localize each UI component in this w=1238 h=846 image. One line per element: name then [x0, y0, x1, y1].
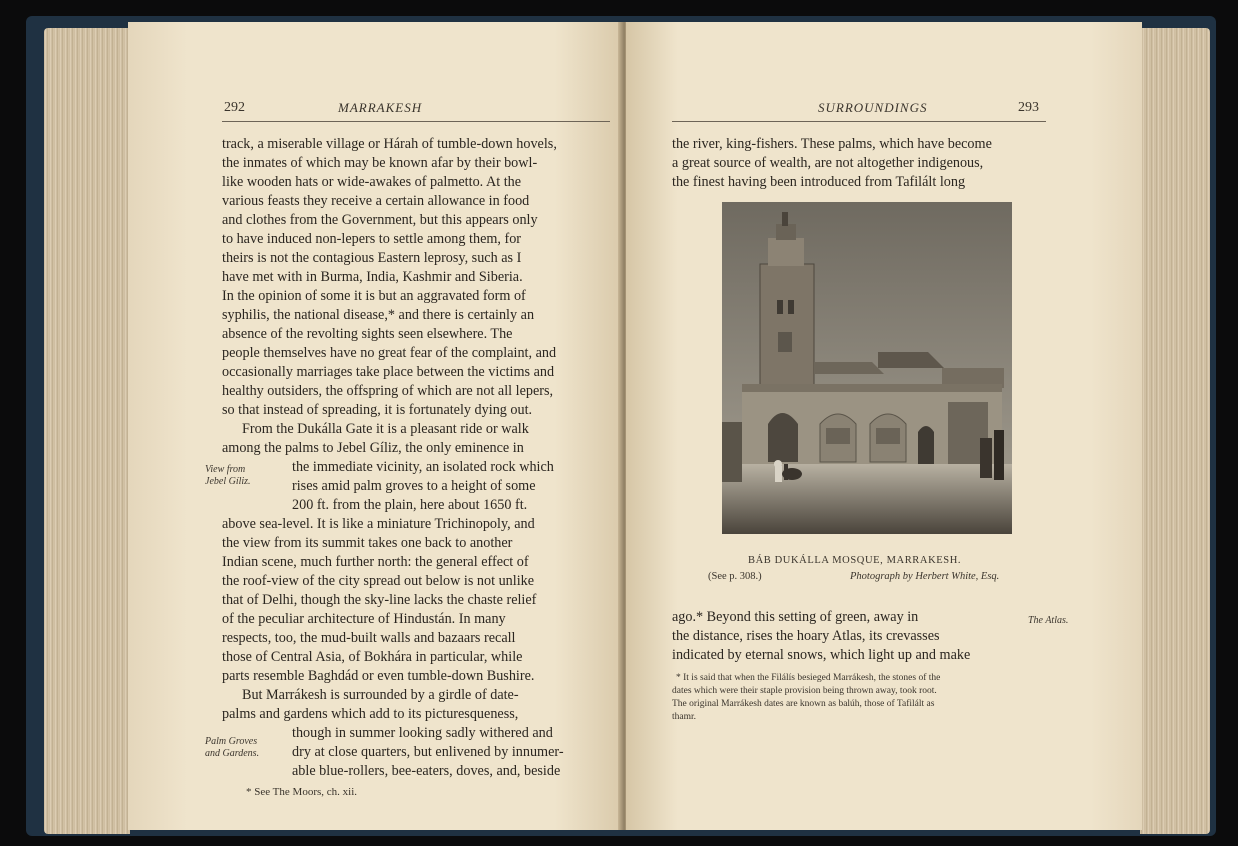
right-footnote-line: * It is said that when the Filálís besieged Marrákesh, the stones of the: [676, 673, 941, 683]
left-line: In the opinion of some it is but an aggravated form of: [222, 288, 526, 304]
right-line: the finest having been introduced from Tafilált long: [672, 174, 966, 190]
left-running-head: MARRAKESH: [338, 100, 423, 115]
left-line: dry at close quarters, but enlivened by innumer-: [292, 744, 564, 760]
right-footnote-line: The original Marrákesh dates are known as balúh, those of Tafilált as: [672, 699, 935, 709]
margin-note-line: Palm Groves: [205, 736, 258, 747]
left-line: the roof-view of the city spread out below is not unlike: [222, 573, 535, 589]
left-line: track, a miserable village or Hárah of tumble-down hovels,: [222, 136, 557, 152]
left-line: Indian scene, much further north: the general effect of: [222, 554, 529, 570]
margin-note-line: View from: [205, 464, 246, 475]
left-line: But Marrákesh is surrounded by a girdle of date-: [242, 687, 519, 703]
photo-see-reference: (See p. 308.): [708, 571, 762, 582]
margin-note-palms: [205, 736, 259, 760]
margin-note-view: [205, 464, 251, 488]
left-header-rule: [222, 121, 610, 122]
left-line: absence of the revolting sights seen elsewhere. The: [222, 326, 513, 342]
left-line: so that instead of spreading, it is fortunately dying out.: [222, 402, 533, 418]
left-line: parts resemble Baghdád or even tumble-down Bushire.: [222, 668, 535, 684]
right-line: indicated by eternal snows, which light up and make: [672, 647, 971, 663]
right-line: a great source of wealth, are not altogether indigenous,: [672, 155, 984, 171]
left-line: of the peculiar architecture of Hindustán. In many: [222, 611, 506, 627]
right-line: the river, king-fishers. These palms, which have become: [672, 136, 992, 152]
left-line: that of Delhi, though the sky-line lacks the chaste relief: [222, 592, 537, 608]
left-page-number: 292: [224, 100, 245, 115]
right-footnote-line: dates which were their staple provision being thrown away, took root.: [672, 686, 937, 696]
right-running-head: SURROUNDINGS: [818, 100, 928, 115]
left-line: have met with in Burma, India, Kashmir and Siberia.: [222, 269, 523, 285]
left-line: theirs is not the contagious Eastern leprosy, such as I: [222, 250, 522, 266]
left-line: the immediate vicinity, an isolated rock which: [292, 459, 554, 475]
margin-note-line: Jebel Gíliz.: [205, 476, 251, 487]
left-line: like wooden hats or wide-awakes of palmetto. At the: [222, 174, 522, 190]
left-line: the view from its summit takes one back to another: [222, 535, 513, 551]
photo-credit: Photograph by Herbert White, Esq.: [850, 571, 1000, 582]
left-line: various feasts they receive a certain allowance in food: [222, 193, 530, 209]
left-line: and clothes from the Government, but this appears only: [222, 212, 538, 228]
right-line: ago.* Beyond this setting of green, away in: [672, 609, 919, 625]
photo-caption: BÁB DUKÁLLA MOSQUE, MARRAKESH.: [748, 555, 962, 566]
left-footnote: * See The Moors, ch. xii.: [246, 786, 358, 798]
margin-note-atlas: The Atlas.: [1028, 615, 1069, 626]
left-line: From the Dukálla Gate it is a pleasant ride or walk: [242, 421, 529, 437]
left-line: people themselves have no great fear of the complaint, and: [222, 345, 557, 361]
right-line: the distance, rises the hoary Atlas, its crevasses: [672, 628, 940, 644]
photo-illustration: [722, 202, 1012, 534]
left-line: among the palms to Jebel Gíliz, the only eminence in: [222, 440, 524, 456]
mosque-photograph: [722, 202, 1012, 534]
left-line: healthy outsiders, the offspring of which are not all lepers,: [222, 383, 554, 399]
right-page-number: 293: [1018, 100, 1039, 115]
page-edges-right: [1140, 28, 1210, 834]
left-line: occasionally marriages take place between the victims and: [222, 364, 555, 380]
left-line: palms and gardens which add to its picturesqueness,: [222, 706, 519, 722]
right-header-rule: [672, 121, 1046, 122]
left-line: 200 ft. from the plain, here about 1650 ft.: [292, 497, 528, 513]
margin-note-line: and Gardens.: [205, 748, 260, 759]
left-line: syphilis, the national disease,* and there is certainly an: [222, 307, 535, 323]
left-line: rises amid palm groves to a height of some: [292, 478, 536, 494]
right-footnote-line: thamr.: [672, 712, 697, 722]
left-line: those of Central Asia, of Bokhára in particular, while: [222, 649, 523, 665]
left-line: the inmates of which may be known afar by their bowl-: [222, 155, 538, 171]
left-line: above sea-level. It is like a miniature Trichinopoly, and: [222, 516, 535, 532]
left-line: though in summer looking sadly withered and: [292, 725, 553, 741]
left-line: able blue-rollers, bee-eaters, doves, and, beside: [292, 763, 561, 779]
left-line: respects, too, the mud-built walls and bazaars recall: [222, 630, 516, 646]
page-edges-left: [44, 28, 130, 834]
left-line: to have induced non-lepers to settle among them, for: [222, 231, 522, 247]
